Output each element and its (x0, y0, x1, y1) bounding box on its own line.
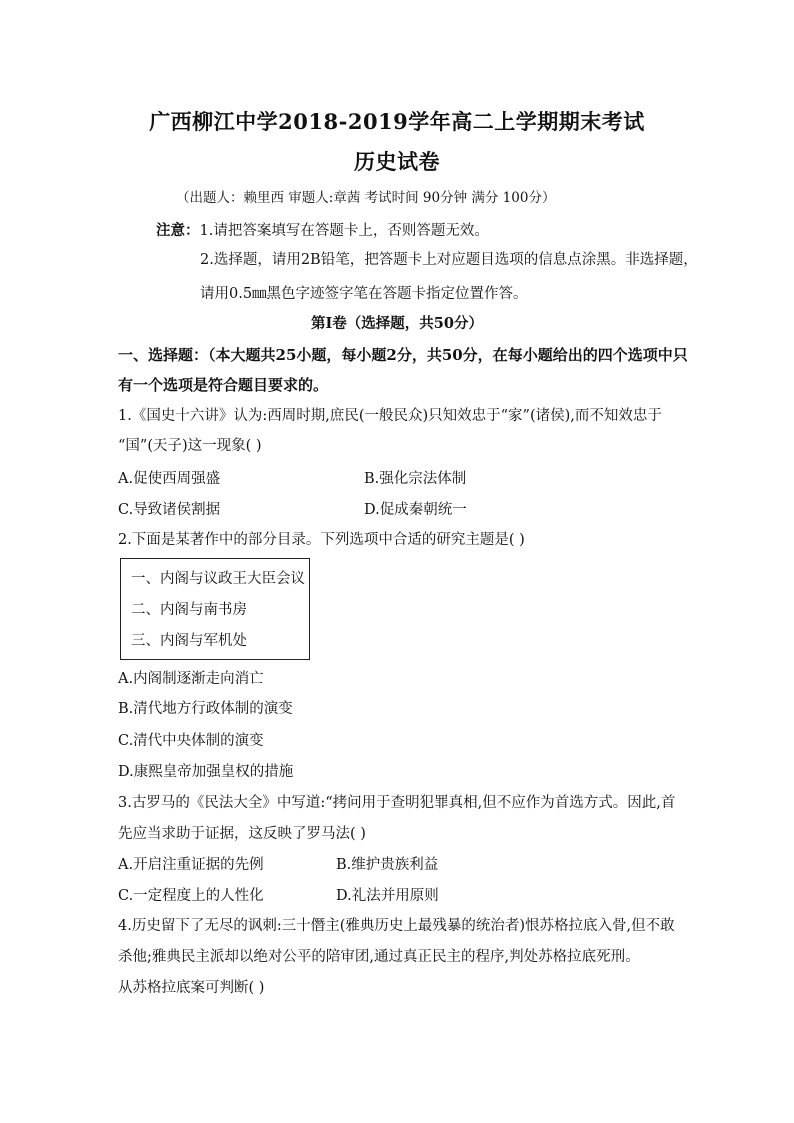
section-heading-line-1: 一、选择题：（本大题共25小题，每小题2分，共50分，在每小题给出的四个选项中只 (118, 346, 688, 364)
q1-option-d: D.促成秦朝统一 (364, 502, 467, 518)
q3-stem-2: 先应当求助于证据，这反映了罗马法( ) (118, 826, 366, 842)
notes-line-2: 2.选择题，请用2B铅笔，把答题卡上对应题目选项的信息点涂黑。非选择题， (200, 252, 698, 268)
page-title: 广西柳江中学2018-2019学年高二上学期期末考试 (149, 109, 645, 134)
q1-option-b: B.强化宗法体制 (364, 471, 467, 487)
section-heading-line-2: 有一个选项是符合题目要求的。 (118, 376, 329, 394)
q2-stem: 2.下面是某著作中的部分目录。下列选项中合适的研究主题是( ) (118, 532, 525, 548)
toc-item: 一、内阁与议政王大臣会议 (131, 571, 305, 587)
q1-stem-1: 1.《国史十六讲》认为:西周时期,庶民(一般民众)只知效忠于“家”(诸侯),而不知效忠于 (118, 408, 662, 424)
q2-option-a: A.内阁制逐渐走向消亡 (118, 671, 264, 687)
q1-stem-2: “国”(天子)这一现象( ) (118, 438, 262, 454)
q2-option-d: D.康熙皇帝加强皇权的措施 (118, 764, 294, 780)
exam-meta: （出题人：赖里西 审题人:章茜 考试时间 90分钟 满分 100分） (176, 190, 556, 206)
q4-stem-2: 杀他;雅典民主派却以绝对公平的陪审团,通过真正民主的程序,判处苏格拉底死刑。 (118, 949, 640, 965)
q3-option-b: B.维护贵族利益 (336, 857, 439, 873)
q1-option-c: C.导致诸侯割据 (118, 502, 221, 518)
q3-stem-1: 3.古罗马的《民法大全》中写道:“拷问用于查明犯罪真相,但不应作为首选方式。因此,首 (118, 795, 676, 811)
notes-line-3: 请用0.5㎜黑色字迹签字笔在答题卡指定位置作答。 (200, 286, 528, 302)
q2-option-b: B.清代地方行政体制的演变 (118, 701, 293, 717)
q3-option-c: C.一定程度上的人性化 (118, 888, 264, 904)
notes-text-1: 1.请把答案填写在答题卡上，否则答题无效。 (199, 223, 489, 239)
section-title: 第Ⅰ卷（选择题，共50分） (311, 315, 483, 332)
q2-option-c: C.清代中央体制的演变 (118, 733, 264, 749)
q4-stem-3: 从苏格拉底案可判断( ) (118, 980, 265, 996)
toc-item: 三、内阁与军机处 (131, 633, 247, 649)
notes-label: 注意： (156, 222, 200, 239)
toc-item: 二、内阁与南书房 (131, 602, 247, 618)
q3-option-a: A.开启注重证据的先例 (118, 857, 264, 873)
q3-option-d: D.礼法并用原则 (336, 888, 439, 904)
q1-option-a: A.促使西周强盛 (118, 471, 221, 487)
q4-stem-1: 4.历史留下了无尽的讽刺:三十僭主(雅典历史上最残暴的统治者)恨苏格拉底入骨,但不敢 (118, 918, 675, 934)
page-subtitle: 历史试卷 (354, 149, 440, 174)
q2-table-of-contents-box (120, 558, 310, 660)
notes-line-1 (156, 219, 489, 240)
